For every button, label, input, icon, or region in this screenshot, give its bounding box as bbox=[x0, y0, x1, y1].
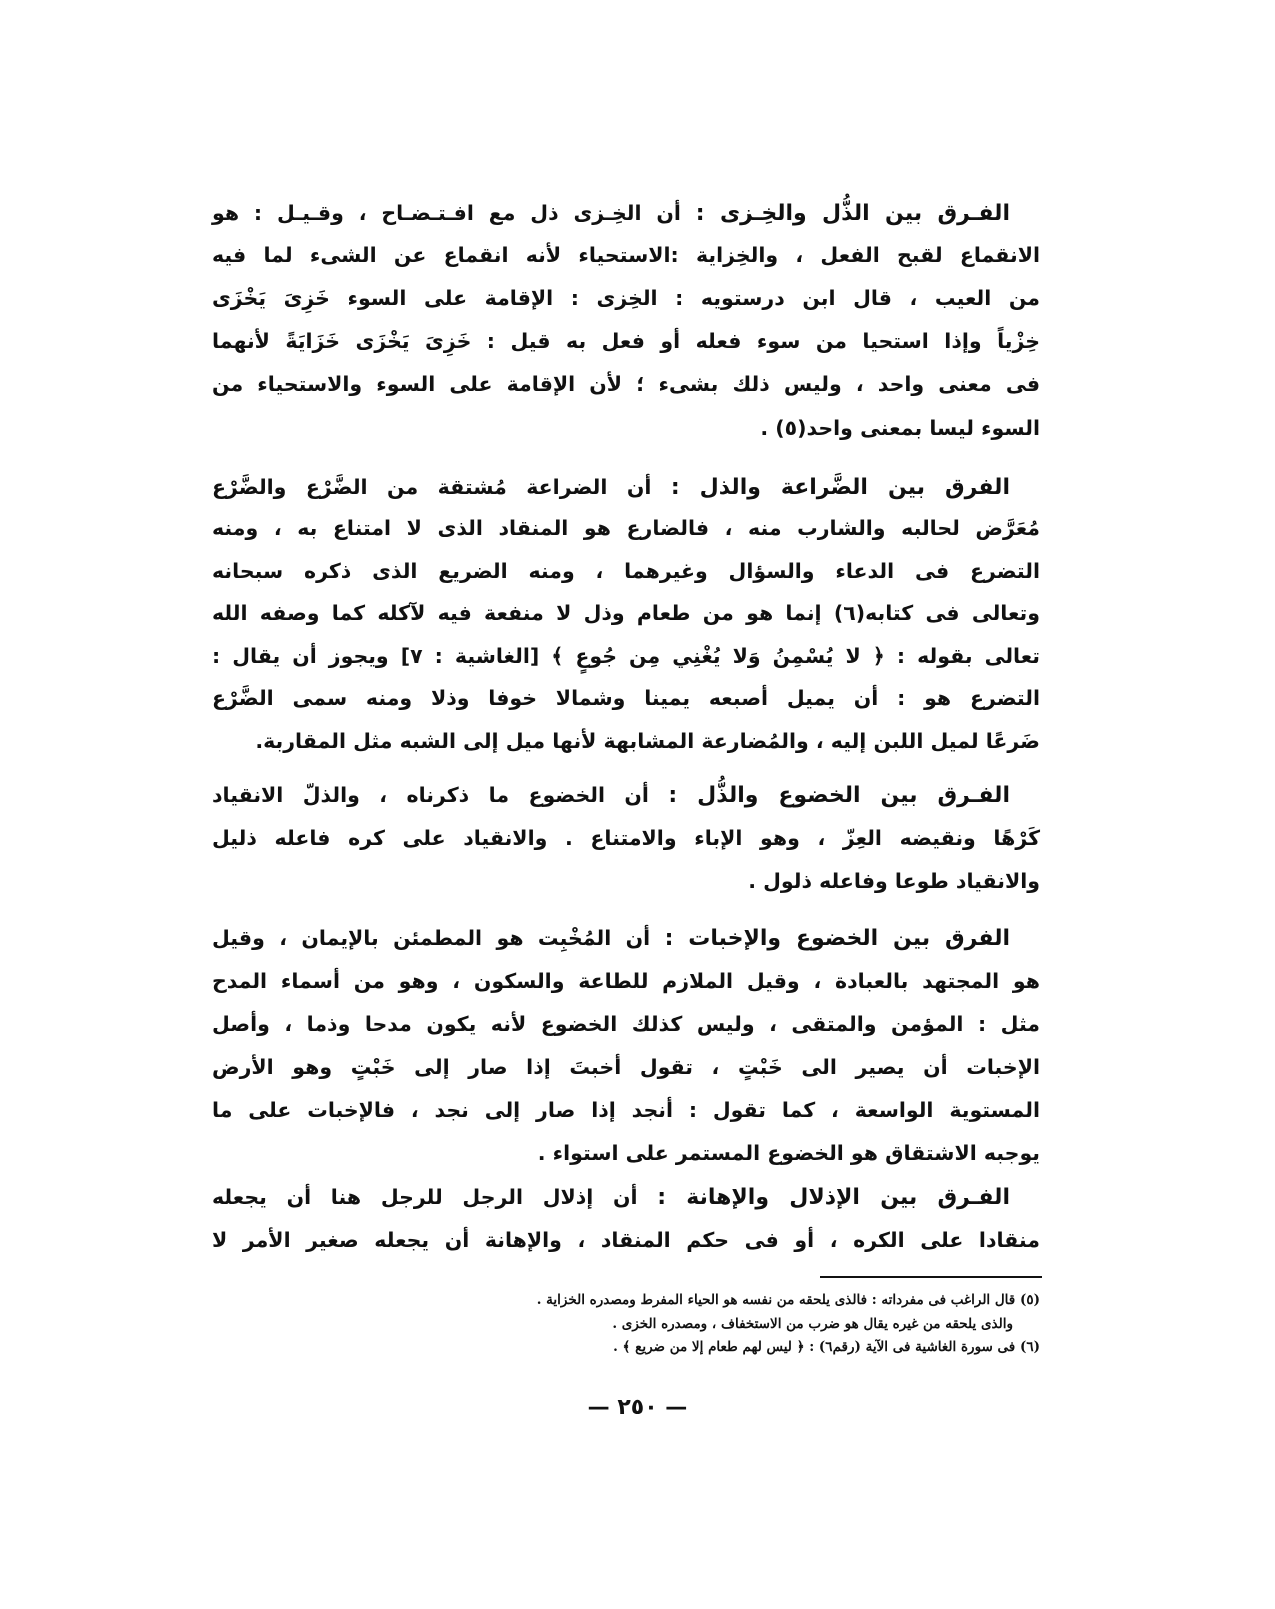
paragraph-2-line bbox=[212, 513, 1040, 543]
text-segment: هو المجتهد بالعبادة ، وقيل الملازم للطاعة والسكون ، وهو من أسماء المدح bbox=[212, 969, 1040, 993]
text-segment: الانقماع لقبح الفعل ، bbox=[778, 243, 1041, 267]
footnote-6: (٦) فى سورة الغاشية فى الآية (رقم٦) : ﴿ ليس لهم طعام إلا من ضريع ﴾ . bbox=[613, 1339, 1040, 1355]
page-number: — ٢٥٠ — bbox=[587, 1395, 688, 1420]
paragraph-1-line bbox=[212, 413, 1040, 443]
paragraph-1-line bbox=[212, 369, 1040, 399]
section-heading: الفـرق بين الإذلال والإهانة : bbox=[657, 1185, 1010, 1210]
paragraph-3-line bbox=[212, 866, 1040, 896]
text-segment: من العيب ، قال ابن درستويه : الخِزى : الإقامة على السوء خَزِىَ يَخْزَى bbox=[212, 286, 1040, 310]
text-segment: المستوية الواسعة ، كما تقول : أنجد إذا صار إلى نجد ، فالإخبات على ما bbox=[212, 1098, 1040, 1122]
paragraph-2-line bbox=[212, 726, 1040, 756]
text-segment: منقادا على الكره ، أو فى حكم المنقاد ، bbox=[561, 1228, 1040, 1252]
footnote-5: (٥) قال الراغب فى مفرداته : فالذى يلحقه من نفسه هو الحياء المفرط ومصدره الخزاية . bbox=[536, 1292, 1040, 1308]
text-segment: أن المُخْبِت هو المطمئن بالإيمان ، وقيل bbox=[212, 926, 665, 950]
text-segment: أن يجعله صغير الأمر لا bbox=[212, 1228, 485, 1252]
text-segment: التضرع هو : أن يميل أصبعه يمينا وشمالا خوفا وذلا ومنه سمى الضَّرْع bbox=[212, 686, 1040, 710]
text-segment: مُعَرَّض لحالبه والشارب منه ، فالضارع هو المنقاد الذى لا امتناع به ، ومنه bbox=[212, 516, 1040, 540]
paragraph-1-line bbox=[212, 326, 1040, 356]
paragraph-1-line bbox=[212, 198, 1010, 229]
footnote-separator bbox=[820, 1276, 1042, 1278]
paragraph-4-line bbox=[212, 966, 1040, 996]
text-segment: :الاستحياء لأنه انقماع عن الشىء لما فيه bbox=[212, 243, 696, 267]
text-segment: أن الضراعة مُشتقة من الضَّرْع والضَّرْع bbox=[212, 475, 671, 499]
section-heading: الفـرق بين الذُّل والخِـزى : bbox=[695, 201, 1010, 226]
paragraph-4-line bbox=[212, 923, 1010, 954]
text-segment: تعالى بقوله : ﴿ لا يُسْمِنُ وَلا يُغْنِي مِن جُوعٍ ﴾ [الغاشية : ٧] ويجوز أن يقال : bbox=[212, 644, 1040, 668]
text-segment: يوجبه الاشتقاق هو الخضوع المستمر على استواء . bbox=[537, 1141, 1040, 1165]
paragraph-1-line bbox=[212, 283, 1040, 313]
text-segment: والانقياد طوعا وفاعله ذلول . bbox=[748, 869, 1040, 893]
text-segment: على كره فاعله ذليل bbox=[212, 826, 464, 850]
section-heading: الفرق بين الخضوع والإخبات : bbox=[664, 926, 1011, 951]
text-segment: أن الخضوع ما ذكرناه ، والذلّ الانقياد bbox=[212, 783, 669, 807]
paragraph-2-line bbox=[212, 598, 1040, 628]
section-heading: الفـرق بين الخضوع والذُّل : bbox=[668, 783, 1010, 808]
text-segment: أن إذلال الرجل للرجل هنا أن يجعله bbox=[212, 1185, 658, 1209]
paragraph-4-line bbox=[212, 1009, 1040, 1039]
section-heading: الفرق بين الضَّراعة والذل : bbox=[670, 475, 1010, 500]
paragraph-3-line bbox=[212, 780, 1010, 811]
paragraph-2-line bbox=[212, 556, 1040, 586]
text-segment: فى معنى واحد ، وليس ذلك بشىء ؛ لأن الإقامة على السوء والاستحياء من bbox=[212, 372, 1040, 396]
paragraph-5-line bbox=[212, 1225, 1040, 1255]
paragraph-2-line bbox=[212, 641, 1040, 671]
paragraph-3-line bbox=[212, 823, 1040, 853]
text-segment: كَرْهًا ونقيضه العِزّ ، وهو الإباء والامتناع . bbox=[547, 826, 1041, 850]
bold-term: والإهانة bbox=[484, 1228, 562, 1252]
text-segment: وتعالى فى كتابه(٦) إنما هو من طعام وذل لا منفعة فيه لآكله كما وصفه الله bbox=[212, 601, 1040, 625]
paragraph-1-line bbox=[212, 240, 1040, 270]
paragraph-4-line bbox=[212, 1138, 1040, 1168]
text-segment: خِزْياً وإذا استحيا من سوء فعله أو فعل به قيل : خَزِىَ يَخْزَى خَزَايَةً لأنهما bbox=[212, 329, 1040, 353]
paragraph-2-line bbox=[212, 472, 1010, 503]
bold-term: والخِزاية bbox=[695, 243, 779, 267]
paragraph-4-line bbox=[212, 1052, 1040, 1082]
text-segment: السوء ليسا بمعنى واحد(٥) . bbox=[760, 416, 1040, 440]
paragraph-5-line bbox=[212, 1182, 1010, 1213]
footnote-5-continued: والذى يلحقه من غيره يقال هو ضرب من الاستخفاف ، ومصدره الخزى . bbox=[612, 1316, 1013, 1332]
text-segment: مثل : المؤمن والمتقى ، وليس كذلك الخضوع لأنه يكون مدحا وذما ، وأصل bbox=[212, 1012, 1040, 1036]
text-segment: التضرع فى الدعاء والسؤال وغيرهما ، ومنه الضريع الذى ذكره سبحانه bbox=[212, 559, 1040, 583]
paragraph-4-line bbox=[212, 1095, 1040, 1125]
text-segment: الإخبات أن يصير الى خَبْتٍ ، تقول أخبتَ إذا صار إلى خَبْتٍ وهو الأرض bbox=[212, 1055, 1040, 1079]
paragraph-2-line bbox=[212, 683, 1040, 713]
text-segment: أن الخِـزى ذل مع افـتـضـاح ، وقـيـل : هو bbox=[212, 201, 696, 225]
bold-term: والانقياد bbox=[463, 826, 548, 850]
text-segment: ضَرعًا لميل اللبن إليه ، والمُضارعة المشابهة لأنها ميل إلى الشبه مثل المقاربة. bbox=[255, 729, 1040, 753]
